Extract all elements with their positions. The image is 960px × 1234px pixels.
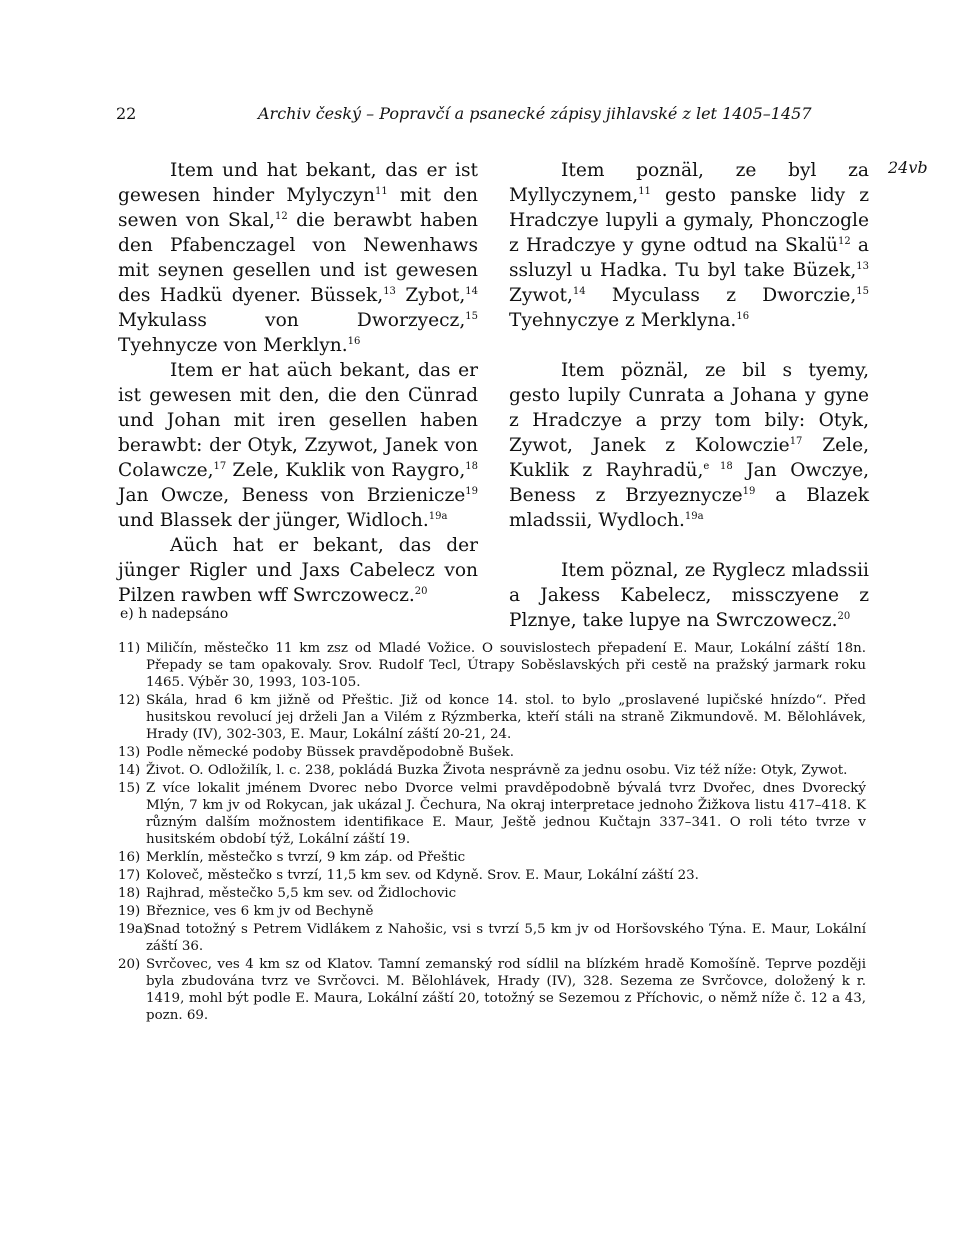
footnote-ref: 11 — [375, 186, 388, 197]
german-text-column — [118, 158, 478, 608]
folio-marginal-note: 24vb — [888, 158, 928, 177]
footnote-ref: 17 — [213, 461, 227, 472]
textual-note: e) h nadepsáno — [120, 606, 229, 622]
running-title: Archiv český – Popravčí a psanecké zápisy jihlavské z let 1405–1457 — [258, 104, 812, 123]
footnote-ref: 16 — [347, 336, 361, 347]
footnote: 11) Miličín, městečko 11 km zsz od Mladé Vožice. O souvislostech přepadení E. Maur, Lokální záští 18n. Přepady se tam opakovaly. Srov. Rudolf Tecl, Útrapy Soběslavských při cestě na pražský jarmark roku 1465. Výběr 30, 1993, 103-105. — [118, 641, 866, 690]
footnote: 16) Merklín, městečko s tvrzí, 9 km záp. od Přeštic — [118, 850, 466, 865]
footnote: 20) Svrčovec, ves 4 km sz od Klatov. Tamní zemanský rod sídlil na blízkém hradě Komošíně. Teprve později byla zbudována tvrz ve Svrčovci. M. Bělohlávek, Hrady (IV), 328. Sezema ze Svrčovce, doložený k r. 1419, mohl být podle E. Maura, Lokální záští 20, totožný se Sezemou z Příchovic, o němž níže č. 12 a 43, pozn. 69. — [118, 957, 866, 1023]
footnote-ref: 13 — [383, 286, 396, 297]
footnote-ref: 14 — [572, 286, 586, 297]
footnote: 19a) Snad totožný s Petrem Vidlákem z Nahošic, vsi s tvrzí 5,5 km jv od Horšovského Týna. E. Maur, Lokální záští 36. — [118, 922, 866, 954]
footnote-ref: 14 — [465, 286, 478, 297]
page-number: 22 — [116, 104, 137, 123]
footnote-ref: 15 — [465, 311, 478, 322]
german-paragraph-2: Item er hat aüch bekant, das er ist gewesen mit den, die den Cünrad und Johan mit iren gesellen haben berawbt: der Otyk, Zzywot, Janek von Colawcze,$^{17}$ Zele, Kuklik von Raygro,$^{18}$ Jan Owcze, Beness von Brzienicze$^{19}$ und Blassek der jünger, Widloch.$^{19a}$ — [118, 360, 478, 531]
german-paragraph-3: Aüch hat er bekant, das der jünger Rigler und Jaxs Cabelecz von Pilzen rawben wff Swrczowecz.$^{20}$ — [118, 535, 478, 606]
footnote: 12) Skála, hrad 6 km jižně od Přeštic. Již od konce 14. stol. to bylo „proslavené lupičské hnízdo“. Před husitskou revolucí jej drželi Jan a Vilém z Rýzmberka, kteří stáli na straně Zikmundově. M. Bělohlávek, Hrady (IV), 302-303, E. Maur, Lokální záští 20-21, 24. — [118, 693, 866, 742]
footnote-ref: 12 — [274, 211, 288, 222]
czech-paragraph-3: Item pöznal, ze Ryglecz mladssii a Jakess Kabelecz, missczyene z Plznye, take lupye na Swrczowecz.$^{20}$ — [509, 560, 869, 631]
footnote-ref: 19a — [428, 511, 448, 522]
footnote-ref: 17 — [789, 436, 803, 447]
footnote: 15) Z více lokalit jménem Dvorec nebo Dvorce velmi pravděpodobně bývalá tvrz Dvořec, dnes Dvorecký Mlýn, 7 km jv od Rokycan, jak ukázal J. Čechura, Na okraj interpretace jednoho Žižkova listu 417–418. K různým dalším možnostem identifikace E. Maur, Ještě jednou Kučtajn 337–341. O roli této tvrze v husitském období týž, Lokální záští 19. — [118, 781, 866, 847]
footnote: 18) Rajhrad, městečko 5,5 km sev. od Židlochovic — [118, 886, 457, 901]
footnote-ref: 11 — [638, 186, 651, 197]
footnote-ref: 20 — [837, 611, 851, 622]
footnote-ref: 15 — [856, 286, 869, 297]
footnote-ref: 13 — [856, 261, 869, 272]
footnote-ref: 18 — [465, 461, 478, 472]
footnote: 19) Březnice, ves 6 km jv od Bechyně — [118, 904, 374, 919]
footnote: 13) Podle německé podoby Büssek pravděpodobně Bušek. — [118, 745, 514, 760]
footnote-ref: 19 — [465, 486, 478, 497]
german-paragraph-1: Item und hat bekant, das er ist gewesen hinder Mylyczyn$^{11}$ mit den sewen von Skal,$^{12}$ die berawbt haben den Pfabenczagel von Newenhaws mit seynen gesellen und ist gewesen des Hadkü dyener. Büssek,$^{13}$ Zybot,$^{14}$ Mykulass von Dworzyecz,$^{15}$ Tyehnycze von Merklyn.$^{16}$ — [118, 160, 478, 356]
footnote-ref: e 18 — [703, 461, 733, 472]
footnotes — [118, 640, 866, 1025]
czech-paragraph-1: Item poznäl, ze byl za Myllyczynem,$^{11}$ gesto panske lidy z Hradczye lupyli a gymaly, Phonczogle z Hradczye y gyne odtud na Skalü$^{12}$ a ssluzyl u Hadka. Tu byl take Büzek,$^{13}$ Zywot,$^{14}$ Myculass z Dworczie,$^{15}$ Tyehnyczye z Merklyna.$^{16}$ — [509, 160, 870, 331]
footnote: 17) Koloveč, městečko s tvrzí, 11,5 km sev. od Kdyně. Srov. E. Maur, Lokální záští 23. — [118, 868, 699, 883]
footnote-ref: 19 — [742, 486, 756, 497]
footnote: 14) Život. O. Odložilík, l. c. 238, pokládá Buzka Života nesprávně za jednu osobu. Viz též níže: Otyk, Zywot. — [118, 763, 848, 778]
footnote-ref: 19a — [684, 511, 704, 522]
czech-paragraph-2: Item pöznäl, ze bil s tyemy, gesto lupily Cunrata a Johana y gyne z Hradczye a przy tom bily: Otyk, Zywot, Janek z Kolowczie$^{17}$ Zele, Kuklik z Rayhradü,$^{e 18}$ Jan Owczye, Beness z Brzyeznycze$^{19}$ a Blazek mladssii, Wydloch.$^{19a}$ — [509, 360, 870, 531]
footnote-ref: 16 — [736, 311, 750, 322]
footnote-ref: 20 — [414, 586, 428, 597]
footnote-ref: 12 — [838, 236, 851, 247]
czech-text-column — [509, 158, 869, 633]
